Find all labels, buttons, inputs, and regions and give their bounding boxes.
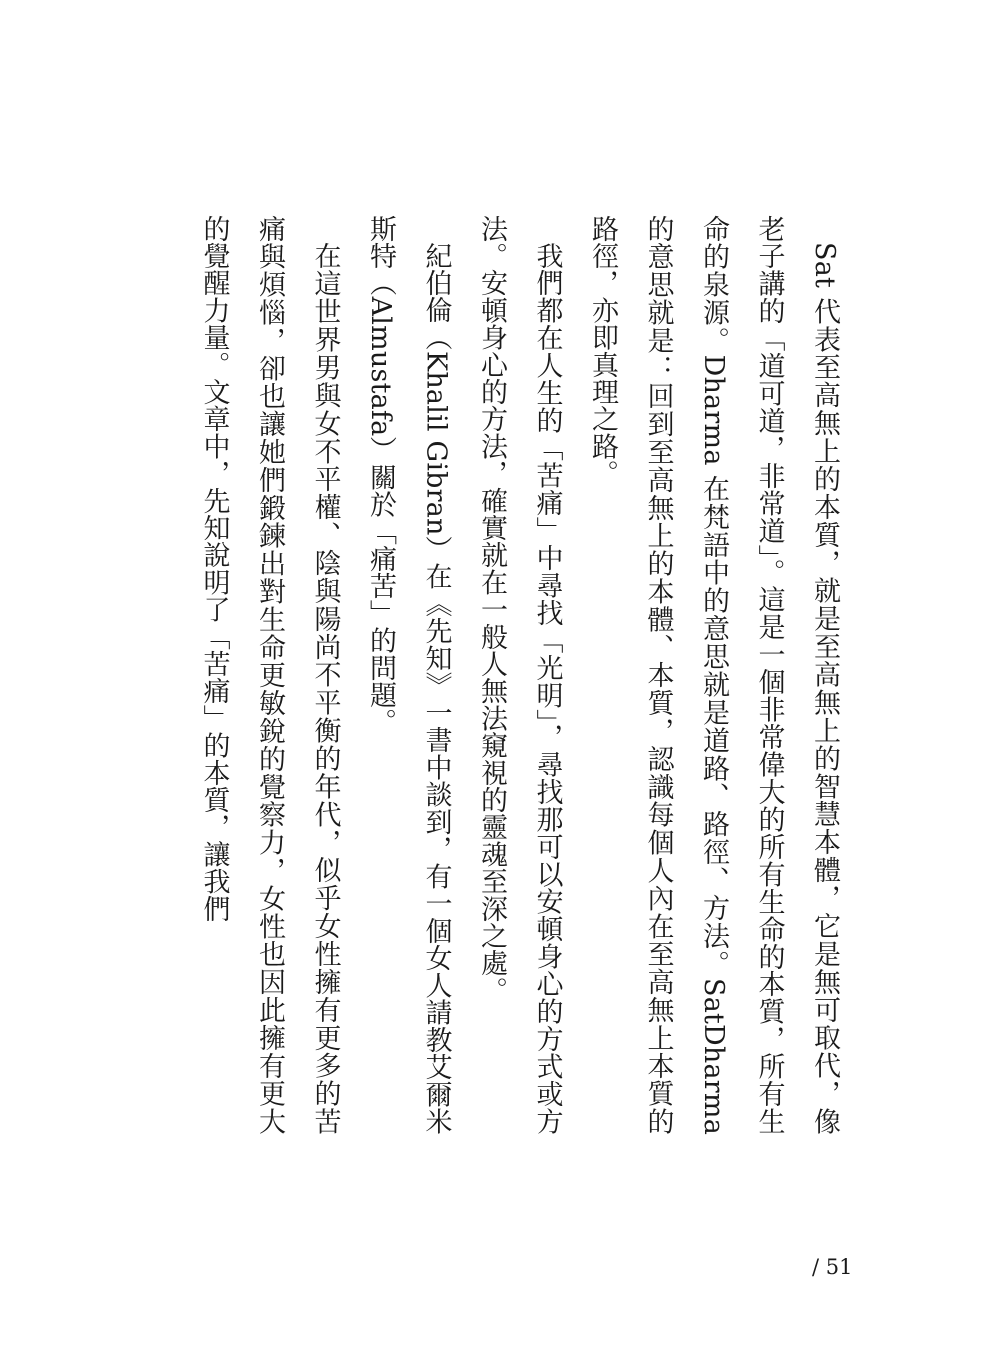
vertical-text-body (186, 215, 852, 1135)
paragraph-seeking-light: 我們都在人生的「苦痛」中尋找「光明」，尋找那可以安頓身心的方式或方法。安頓身心的方法，確實就在一般人無法窺視的靈魂至深之處。 (476, 215, 563, 1135)
page-number: / 51 (812, 1255, 853, 1279)
paragraph-gibran: 紀伯倫（Khalil Gibran）在《先知》一書中談到，有一個女人請教艾爾米斯特（Almustafa）關於「痛苦」的問題。 (365, 215, 452, 1135)
paragraph-women-suffering: 在這世界男與女不平權、陰與陽尚不平衡的年代，似乎女性擁有更多的苦痛與煩惱，卻也讓她們鍛鍊出對生命更敏銳的覺察力，女性也因此擁有更大的覺醒力量。文章中，先知說明了「苦痛」的本質，讓我們 (198, 215, 341, 1135)
paragraph-sat-definition: Sat 代表至高無上的本質，就是至高無上的智慧本體，它是無可取代，像老子講的「道可道，非常道」。這是一個非常偉大的所有生命的本質，所有生命的泉源。Dharma 在梵語中的意思就是道路、路徑、方法。SatDharma 的意思就是：回到至高無上的本體、本質，認識每個人內在至高無上本質的路徑，亦即真理之路。 (587, 215, 840, 1135)
